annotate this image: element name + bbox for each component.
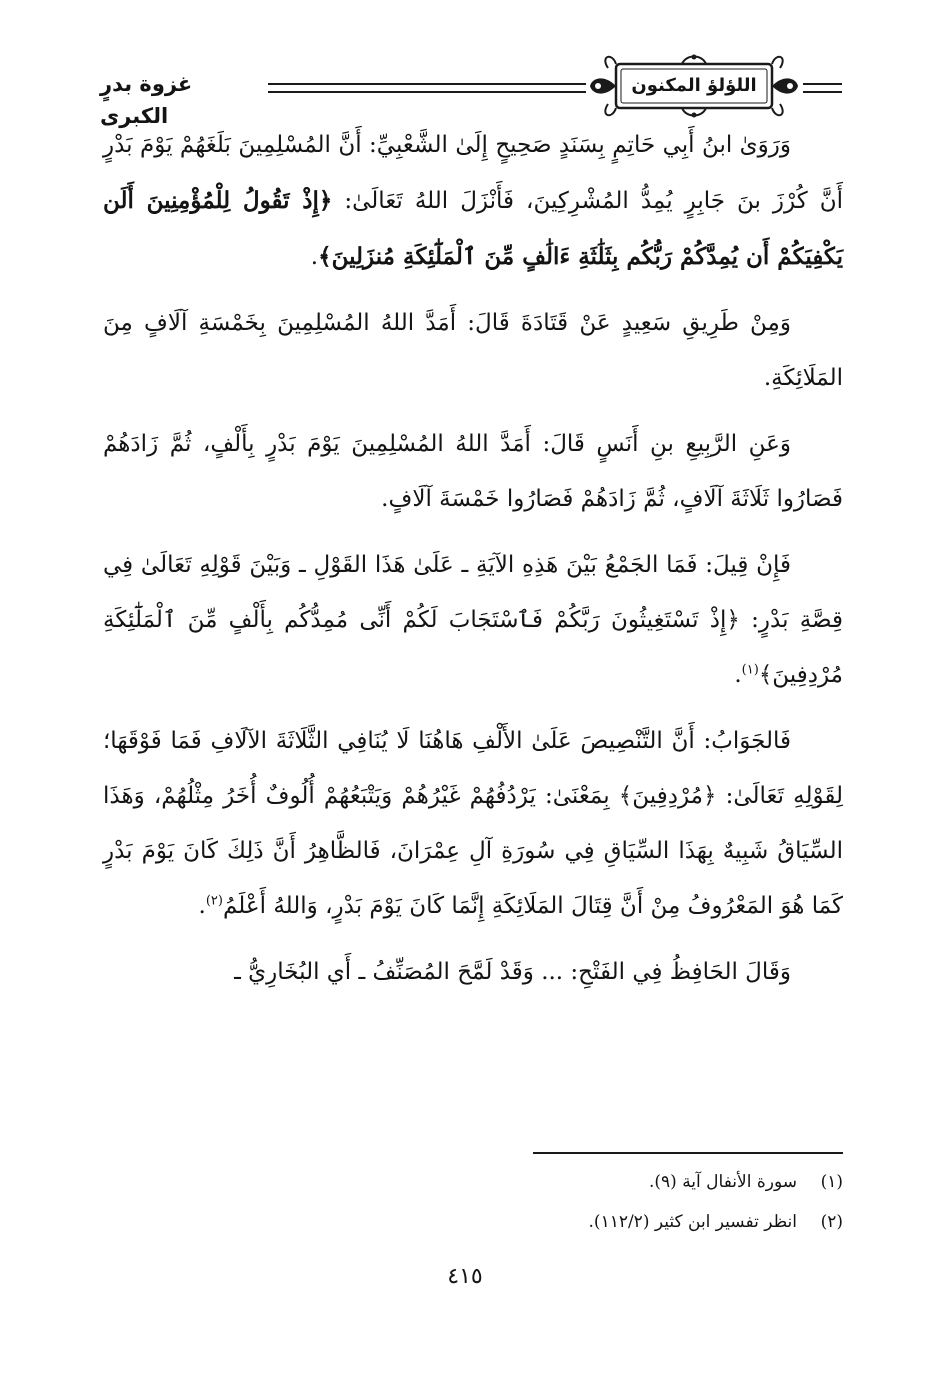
- page-header: [100, 46, 842, 126]
- footnote-number: (٢): [820, 1212, 843, 1232]
- paragraph-5: [103, 714, 843, 934]
- footnote-item: [303, 1162, 843, 1202]
- quran-verse: ﴿مُرْدِفِينَ﴾: [618, 783, 717, 809]
- header-rule-right: [803, 83, 842, 93]
- text-span: .: [310, 244, 319, 270]
- paragraph-4: [103, 538, 843, 703]
- text-span: وَمِنْ طَرِيقِ سَعِيدٍ عَنْ قَتَادَةَ قَالَ: أَمَدَّ اللهُ المُسْلِمِينَ بِخَمْسَةِ آلَافٍ مِنَ المَلَائِكَةِ.: [103, 310, 843, 391]
- text-span: وَعَنِ الرَّبِيعِ بنِ أَنَسٍ قَالَ: أَمَدَّ اللهُ المُسْلِمِينَ يَوْمَ بَدْرٍ بِأَلْفٍ، ثُمَّ زَادَهُمْ فَصَارُوا ثَلَاثَةَ آلَافٍ، ثُمَّ زَادَهُمْ فَصَارُوا خَمْسَةَ آلَافٍ.: [103, 431, 843, 512]
- text-span: فَإِنْ قِيلَ: فَمَا الجَمْعُ بَيْنَ هَذِهِ الآيَةِ ـ عَلَىٰ هَذَا القَوْلِ ـ وَبَيْنَ قَوْلِهِ تَعَالَىٰ فِي قِصَّةِ بَدْرٍ:: [103, 552, 843, 633]
- header-rule-left: [268, 83, 586, 93]
- footnote-ref[interactable]: (٢): [205, 893, 223, 909]
- main-text: [103, 118, 843, 1011]
- book-title: اللؤلؤ المكنون: [631, 75, 757, 96]
- footnote-text: سورة الأنفال آية (٩).: [648, 1172, 797, 1192]
- quran-verse: ﴿إِذْ تَقُولُ لِلْمُؤْمِنِينَ أَلَن يَكْفِيَكُمْ أَن يُمِدَّكُمْ رَبُّكُم بِثَلَٰثَةِ ءَالَٰفٍ مِّنَ ٱلْمَلَٰٓئِكَةِ مُنزَلِينَ﴾: [103, 187, 843, 270]
- text-span: بِمَعْنَىٰ: يَرْدُفُهُمْ غَيْرُهُمْ وَيَتْبَعُهُمْ أُلُوفٌ أُخَرُ مِثْلُهُمْ، وَهَذَا السِّيَاقُ شَبِيهٌ بِهَذَا السِّيَاقِ فِي سُورَةِ آلِ عِمْرَانَ، فَالظَّاهِرُ أَنَّ ذَلِكَ كَانَ يَوْمَ بَدْرٍ كَمَا هُوَ المَعْرُوفُ مِنْ أَنَّ قِتَالَ المَلَائِكَةِ إِنَّمَا كَانَ يَوْمَ بَدْرٍ، وَاللهُ أَعْلَمُ: [103, 783, 843, 919]
- paragraph-1: [103, 118, 843, 285]
- paragraph-6: [103, 945, 843, 1000]
- text-span: .: [734, 662, 742, 688]
- text-span: .: [198, 893, 206, 919]
- text-span: وَرَوَىٰ ابنُ أَبِي حَاتِمٍ بِسَنَدٍ صَحِيحٍ إِلَىٰ الشَّعْبِيِّ: أَنَّ المُسْلِمِينَ بَلَغَهُمْ يَوْمَ بَدْرٍ أَنَّ كُرْزَ بنَ جَابِرٍ يُمِدُّ المُشْرِكِينَ، فَأَنْزَلَ اللهُ تَعَالَىٰ:: [103, 132, 843, 214]
- paragraph-2: [103, 296, 843, 406]
- footnote-item: [303, 1202, 843, 1242]
- title-cartouche: [586, 48, 802, 124]
- footnote-text: انظر تفسير ابن كثير (١١٢/٢).: [588, 1212, 797, 1232]
- page-number: ٤١٥: [447, 1264, 483, 1289]
- footnote-separator: [533, 1152, 843, 1154]
- footnote-ref[interactable]: (١): [741, 662, 759, 678]
- text-span: فَالجَوَابُ: أَنَّ التَّنْصِيصَ عَلَىٰ الأَلْفِ هَاهُنَا لَا يُنَافِي الثَّلَاثَةَ الآلَافِ فَمَا فَوْقَهَا؛ لِقَوْلِهِ تَعَالَىٰ:: [103, 728, 843, 809]
- footnotes: [303, 1162, 843, 1242]
- footnote-number: (١): [820, 1172, 843, 1192]
- quran-verse: ﴿إِذْ تَسْتَغِيثُونَ رَبَّكُمْ فَٱسْتَجَابَ لَكُمْ أَنِّى مُمِدُّكُم بِأَلْفٍ مِّنَ ٱلْمَلَٰٓئِكَةِ مُرْدِفِينَ﴾: [103, 607, 843, 688]
- paragraph-3: [103, 417, 843, 527]
- section-title: غزوة بدرٍ الكبرى: [100, 72, 193, 128]
- text-span: وَقَالَ الحَافِظُ فِي الفَتْحِ: ... وَقَدْ لَمَّحَ المُصَنِّفُ ـ أَي البُخَارِيُّ ـ: [234, 959, 791, 985]
